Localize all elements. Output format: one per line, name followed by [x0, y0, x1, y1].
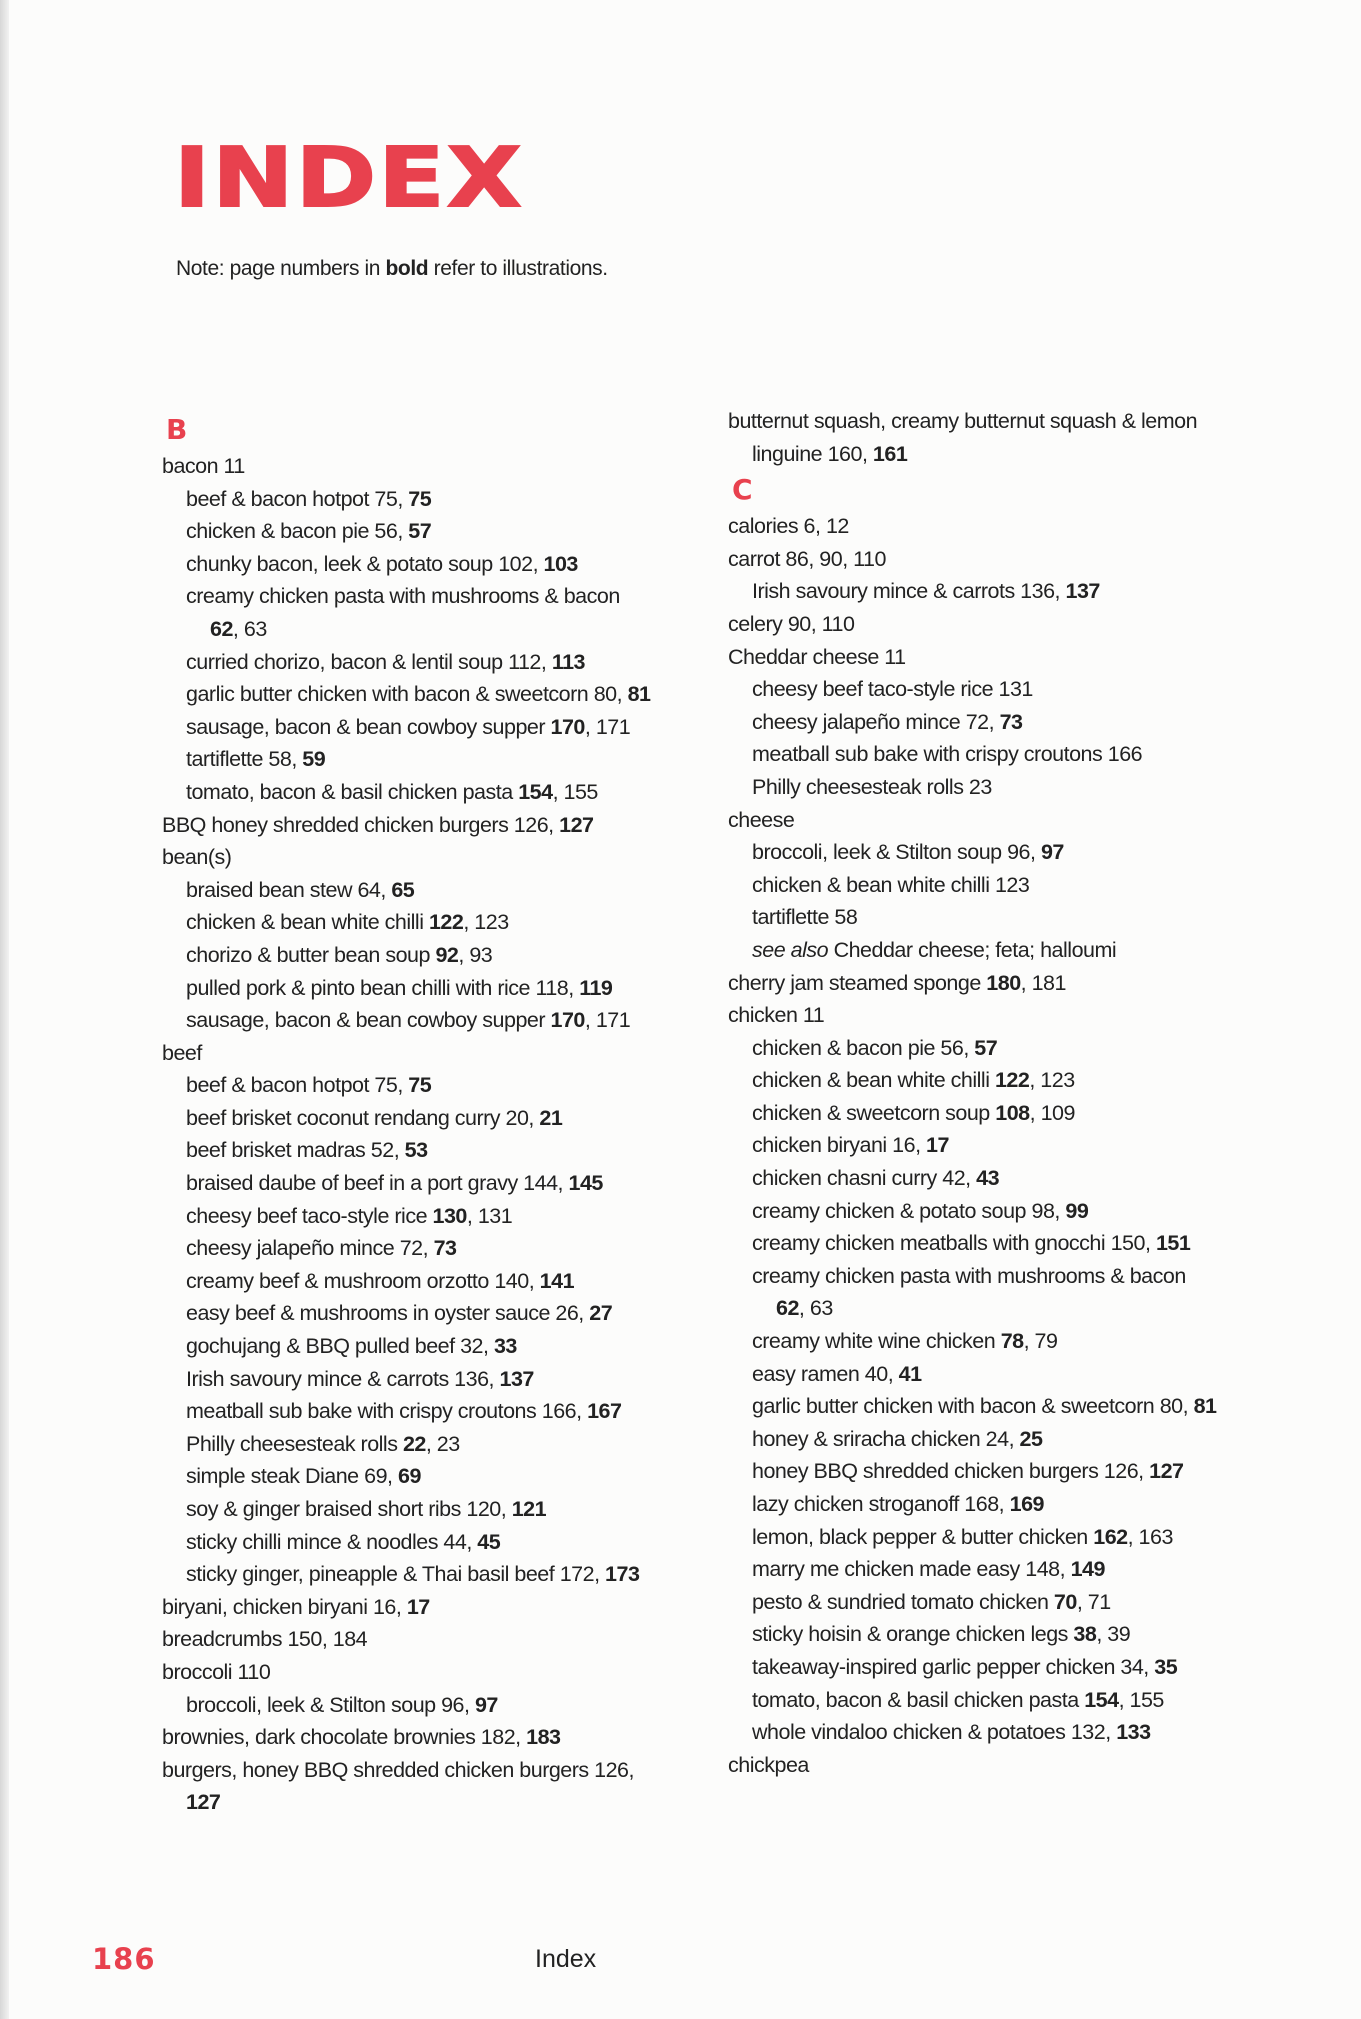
- illustration-page-ref: 180: [986, 970, 1021, 995]
- index-column-left: [162, 410, 722, 1819]
- entry-text: , 63: [798, 1296, 833, 1321]
- entry-text: pulled pork & pinto bean chilli with rice 118,: [186, 975, 580, 1000]
- illustration-page-ref: 38: [1073, 1622, 1097, 1647]
- entry-text: , 155: [552, 779, 598, 804]
- index-subentry: [162, 1004, 722, 1037]
- index-subentry: [728, 1423, 1288, 1456]
- entry-text: gochujang & BBQ pulled beef 32,: [186, 1334, 494, 1359]
- illustration-page-ref: 122: [994, 1068, 1030, 1093]
- illustration-page-ref: 73: [433, 1236, 457, 1261]
- index-subentry: [162, 1232, 722, 1265]
- entry-text: Philly cheesesteak rolls 23: [752, 774, 992, 799]
- entry-text: , 109: [1029, 1100, 1075, 1125]
- entry-text: sausage, bacon & bean cowboy supper: [186, 1008, 551, 1033]
- illustration-page-ref: 43: [976, 1166, 1000, 1191]
- index-subentry: [162, 1167, 722, 1200]
- entry-text: tomato, bacon & basil chicken pasta: [752, 1687, 1085, 1712]
- entry-text: soy & ginger braised short ribs 120,: [186, 1497, 512, 1521]
- entry-text: sticky chilli mince & noodles 44,: [186, 1529, 478, 1554]
- index-subentry: [162, 1493, 722, 1526]
- index-subentry: [728, 1325, 1288, 1358]
- entry-text: sticky ginger, pineapple & Thai basil beef 172,: [186, 1562, 606, 1587]
- entry-text: cheesy jalapeño mince 72,: [186, 1236, 434, 1261]
- index-subentry: [162, 1265, 722, 1298]
- index-subentry: [728, 438, 1288, 471]
- index-subentry: [728, 1390, 1288, 1423]
- illustration-page-ref: 170: [550, 714, 585, 739]
- illustration-page-ref: 59: [302, 747, 326, 772]
- entry-text: takeaway-inspired garlic pepper chicken 34,: [752, 1654, 1155, 1679]
- illustration-page-ref: 183: [526, 1725, 561, 1750]
- index-subentry: [728, 934, 1288, 967]
- entry-text: bacon 11: [162, 454, 245, 478]
- index-subentry: [162, 1395, 722, 1428]
- entry-text: chicken & bacon pie 56,: [186, 519, 409, 544]
- entry-text: Philly cheesesteak rolls: [186, 1431, 403, 1456]
- entry-text: chicken & sweetcorn soup: [752, 1100, 996, 1125]
- illustration-page-ref: 162: [1093, 1524, 1128, 1549]
- entry-text: BBQ honey shredded chicken burgers 126,: [162, 812, 560, 837]
- entry-text: see also: [752, 937, 829, 962]
- index-entry: [728, 608, 1288, 641]
- entry-text: meatball sub bake with crispy croutons 166: [752, 742, 1143, 767]
- illustration-page-ref: 130: [432, 1203, 467, 1228]
- index-subentry: [728, 706, 1288, 739]
- index-entry: [728, 967, 1288, 1000]
- entry-text: lemon, black pepper & butter chicken: [752, 1524, 1094, 1549]
- illustration-page-ref: 108: [995, 1100, 1030, 1125]
- entry-text: , 79: [1023, 1329, 1058, 1354]
- entry-text: cheese: [728, 807, 795, 832]
- illustration-page-ref: 97: [1040, 840, 1064, 865]
- index-subentry: [162, 1363, 722, 1396]
- illustration-page-ref: 103: [543, 551, 578, 576]
- illustration-page-ref: 121: [511, 1497, 547, 1521]
- entry-text: burgers, honey BBQ shredded chicken burgers 126,: [162, 1757, 634, 1782]
- index-subentry: [162, 548, 722, 581]
- entry-text: easy ramen 40,: [752, 1361, 899, 1386]
- entry-text: chickpea: [728, 1752, 809, 1777]
- entry-text: braised bean stew 64,: [186, 877, 392, 902]
- entry-text: creamy white wine chicken: [752, 1329, 1001, 1354]
- index-entry: [162, 1623, 722, 1656]
- entry-text: cheesy beef taco-style rice: [186, 1203, 433, 1228]
- illustration-page-ref: 73: [999, 709, 1023, 734]
- entry-text: tartiflette 58: [752, 905, 858, 930]
- index-subentry: [162, 906, 722, 939]
- index-subentry: [728, 1162, 1288, 1195]
- index-subentry: [162, 483, 722, 516]
- illustration-page-ref: 154: [1084, 1687, 1119, 1712]
- illustration-page-ref: 122: [428, 910, 464, 935]
- index-subentry: [162, 646, 722, 679]
- index-subentry: [162, 972, 722, 1005]
- illustration-page-ref: 22: [402, 1431, 426, 1456]
- illustration-page-ref: 78: [1000, 1329, 1024, 1354]
- index-entry: [162, 809, 722, 842]
- entry-text: , 63: [232, 616, 267, 641]
- index-subentry: [162, 613, 722, 646]
- index-subentry: [728, 1716, 1288, 1749]
- entry-text: Cheddar cheese 11: [728, 644, 906, 669]
- index-section-letter: B: [166, 413, 188, 446]
- index-subentry: [728, 575, 1288, 608]
- index-entry: [728, 804, 1288, 837]
- entry-text: sausage, bacon & bean cowboy supper: [186, 714, 551, 739]
- entry-text: tomato, bacon & basil chicken pasta: [186, 779, 519, 804]
- index-entry: [162, 1656, 722, 1689]
- illustration-page-ref: 113: [551, 649, 586, 674]
- entry-text: beef: [162, 1040, 202, 1065]
- index-entry: [162, 450, 722, 483]
- illustration-page-ref: 75: [408, 1073, 432, 1098]
- entry-text: braised daube of beef in a port gravy 144,: [186, 1171, 569, 1196]
- entry-text: sticky hoisin & orange chicken legs: [752, 1622, 1074, 1647]
- index-note: [176, 257, 608, 281]
- entry-text: simple steak Diane 69,: [186, 1464, 398, 1489]
- index-subentry: [162, 743, 722, 776]
- entry-text: , 123: [463, 910, 509, 935]
- index-subentry: [728, 1618, 1288, 1651]
- index-section-letter: C: [732, 473, 753, 507]
- index-subentry: [728, 771, 1288, 804]
- index-subentry: [162, 1200, 722, 1233]
- index-subentry: [162, 776, 722, 809]
- illustration-page-ref: 75: [408, 486, 432, 511]
- index-subentry: [728, 1032, 1288, 1065]
- illustration-page-ref: 137: [499, 1366, 534, 1391]
- entry-text: creamy chicken & potato soup 98,: [752, 1198, 1066, 1223]
- entry-text: marry me chicken made easy 148,: [752, 1557, 1071, 1582]
- entry-text: , 93: [458, 942, 493, 967]
- illustration-page-ref: 169: [1009, 1492, 1044, 1516]
- index-entry: [728, 1749, 1288, 1782]
- index-subentry: [728, 1129, 1288, 1162]
- entry-text: beef brisket madras 52,: [186, 1138, 405, 1163]
- illustration-page-ref: 97: [474, 1692, 498, 1717]
- entry-text: broccoli, leek & Stilton soup 96,: [752, 840, 1041, 865]
- illustration-page-ref: 62: [776, 1296, 799, 1321]
- illustration-page-ref: 92: [435, 942, 459, 967]
- page-title: INDEX: [174, 131, 524, 226]
- entry-text: cherry jam steamed sponge: [728, 970, 987, 995]
- illustration-page-ref: 173: [605, 1562, 640, 1587]
- entry-text: biryani, chicken biryani 16,: [162, 1594, 407, 1619]
- entry-text: , 23: [425, 1431, 460, 1456]
- note-text-before: Note: page numbers in: [176, 257, 386, 280]
- entry-text: pesto & sundried tomato chicken: [752, 1589, 1054, 1614]
- index-subentry: [162, 1460, 722, 1493]
- page-number: 186: [92, 1942, 156, 1976]
- entry-text: bean(s): [162, 845, 232, 870]
- note-text-after: refer to illustrations.: [428, 257, 608, 280]
- illustration-page-ref: 65: [391, 877, 415, 902]
- illustration-page-ref: 70: [1053, 1589, 1077, 1614]
- entry-text: creamy chicken meatballs with gnocchi 150,: [752, 1231, 1156, 1256]
- entry-text: chunky bacon, leek & potato soup 102,: [186, 551, 544, 576]
- entry-text: chicken 11: [728, 1003, 825, 1028]
- index-subentry: [728, 1521, 1288, 1554]
- page-gutter-shadow: [0, 0, 9, 2019]
- index-subentry: [728, 1260, 1288, 1293]
- illustration-page-ref: 35: [1154, 1654, 1178, 1679]
- index-subentry: [162, 1134, 722, 1167]
- illustration-page-ref: 127: [1149, 1459, 1184, 1484]
- entry-text: cheesy beef taco-style rice 131: [752, 677, 1033, 702]
- index-subentry: [162, 1102, 722, 1135]
- entry-text: celery 90, 110: [728, 611, 855, 636]
- entry-text: honey BBQ shredded chicken burgers 126,: [752, 1459, 1150, 1484]
- entry-text: , 39: [1096, 1622, 1131, 1647]
- illustration-page-ref: 41: [898, 1361, 922, 1386]
- entry-text: brownies, dark chocolate brownies 182,: [162, 1725, 527, 1750]
- index-subentry: [728, 869, 1288, 902]
- illustration-page-ref: 170: [550, 1008, 585, 1033]
- entry-text: chicken & bean white chilli 123: [752, 872, 1030, 897]
- illustration-page-ref: 17: [406, 1594, 430, 1619]
- index-subentry: [728, 1684, 1288, 1717]
- illustration-page-ref: 45: [477, 1529, 501, 1554]
- index-entry: [162, 1754, 722, 1787]
- entry-text: cheesy jalapeño mince 72,: [752, 709, 1000, 734]
- index-subentry: [728, 1064, 1288, 1097]
- illustration-page-ref: 57: [974, 1035, 998, 1060]
- index-subentry: [162, 1558, 722, 1591]
- index-entry: [162, 841, 722, 874]
- entry-text: , 131: [466, 1203, 513, 1228]
- illustration-page-ref: 62: [210, 616, 233, 641]
- index-subentry: [162, 1786, 722, 1819]
- entry-text: garlic butter chicken with bacon & sweetcorn 80,: [186, 682, 628, 707]
- entry-text: curried chorizo, bacon & lentil soup 112,: [186, 649, 552, 674]
- entry-text: beef & bacon hotpot 75,: [186, 486, 409, 511]
- entry-text: garlic butter chicken with bacon & sweetcorn 80,: [752, 1394, 1194, 1419]
- illustration-page-ref: 149: [1070, 1557, 1105, 1582]
- illustration-page-ref: 119: [579, 975, 613, 1000]
- illustration-page-ref: 69: [397, 1464, 421, 1489]
- note-bold-word: bold: [385, 257, 429, 280]
- entry-text: , 171: [584, 714, 631, 739]
- index-subentry: [728, 1651, 1288, 1684]
- entry-text: honey & sriracha chicken 24,: [752, 1426, 1020, 1451]
- entry-text: whole vindaloo chicken & potatoes 132,: [752, 1720, 1117, 1745]
- index-entry: [728, 999, 1288, 1032]
- index-subentry: [162, 1526, 722, 1559]
- index-subentry: [162, 580, 722, 613]
- illustration-page-ref: 151: [1155, 1231, 1191, 1256]
- index-subentry: [728, 1455, 1288, 1488]
- entry-text: carrot 86, 90, 110: [728, 546, 886, 571]
- index-subentry: [728, 1553, 1288, 1586]
- entry-text: chicken & bean white chilli: [186, 910, 429, 935]
- entry-text: butternut squash, creamy butternut squash & lemon: [728, 409, 1198, 433]
- illustration-page-ref: 57: [408, 519, 432, 544]
- index-subentry: [162, 711, 722, 744]
- index-subentry: [162, 1069, 722, 1102]
- running-head: Index: [535, 1945, 597, 1973]
- illustration-page-ref: 127: [559, 812, 594, 837]
- index-subentry: [162, 1330, 722, 1363]
- index-subentry: [162, 1428, 722, 1461]
- entry-text: , 155: [1118, 1687, 1164, 1712]
- entry-text: calories 6, 12: [728, 514, 849, 539]
- entry-text: linguine 160,: [752, 441, 873, 466]
- entry-text: broccoli, leek & Stilton soup 96,: [186, 1692, 475, 1717]
- entry-text: tartiflette 58,: [186, 747, 303, 772]
- illustration-page-ref: 167: [587, 1399, 622, 1424]
- entry-text: Irish savoury mince & carrots 136,: [752, 579, 1066, 604]
- index-subentry: [728, 1488, 1288, 1521]
- illustration-page-ref: 145: [568, 1171, 603, 1196]
- entry-text: creamy chicken pasta with mushrooms & bacon: [752, 1263, 1186, 1288]
- illustration-page-ref: 27: [589, 1301, 613, 1326]
- illustration-page-ref: 33: [493, 1334, 517, 1359]
- entry-text: creamy chicken pasta with mushrooms & bacon: [186, 584, 620, 609]
- index-entry: [728, 641, 1288, 674]
- entry-text: chicken chasni curry 42,: [752, 1166, 977, 1191]
- index-entry: [728, 405, 1288, 438]
- index-entry: [728, 510, 1288, 543]
- entry-text: beef brisket coconut rendang curry 20,: [186, 1105, 540, 1130]
- illustration-page-ref: 17: [926, 1133, 949, 1158]
- entry-text: lazy chicken stroganoff 168,: [752, 1492, 1010, 1516]
- entry-text: broccoli 110: [162, 1659, 271, 1684]
- index-entry: [162, 1591, 722, 1624]
- illustration-page-ref: 137: [1065, 579, 1100, 604]
- illustration-page-ref: 53: [404, 1138, 428, 1163]
- index-subentry: [728, 901, 1288, 934]
- entry-text: , 71: [1076, 1589, 1111, 1614]
- index-subentry: [728, 1358, 1288, 1391]
- index-subentry: [162, 874, 722, 907]
- entry-text: breadcrumbs 150, 184: [162, 1627, 368, 1652]
- illustration-page-ref: 161: [872, 441, 908, 466]
- illustration-page-ref: 127: [186, 1790, 221, 1815]
- index-subentry: [728, 1195, 1288, 1228]
- illustration-page-ref: 141: [539, 1268, 575, 1293]
- index-entry: [162, 1721, 722, 1754]
- entry-text: , 181: [1020, 970, 1066, 995]
- illustration-page-ref: 25: [1019, 1426, 1043, 1451]
- entry-text: , 163: [1127, 1524, 1173, 1549]
- illustration-page-ref: 99: [1065, 1198, 1089, 1223]
- index-subentry: [162, 678, 722, 711]
- index-subentry: [728, 1097, 1288, 1130]
- index-entry: [728, 543, 1288, 576]
- entry-text: chicken & bean white chilli: [752, 1068, 995, 1093]
- illustration-page-ref: 81: [1193, 1394, 1217, 1419]
- entry-text: chicken & bacon pie 56,: [752, 1035, 975, 1060]
- index-subentry: [162, 1689, 722, 1722]
- entry-text: Irish savoury mince & carrots 136,: [186, 1366, 500, 1391]
- index-subentry: [162, 515, 722, 548]
- entry-text: beef & bacon hotpot 75,: [186, 1073, 409, 1098]
- entry-text: chicken biryani 16,: [752, 1133, 927, 1158]
- index-subentry: [162, 939, 722, 972]
- index-subentry: [728, 1227, 1288, 1260]
- entry-text: , 123: [1029, 1068, 1075, 1093]
- entry-text: chorizo & butter bean soup: [186, 942, 436, 967]
- entry-text: Cheddar cheese; feta; halloumi: [828, 937, 1117, 962]
- illustration-page-ref: 154: [518, 779, 553, 804]
- index-column-right: [728, 405, 1288, 1781]
- entry-text: creamy beef & mushroom orzotto 140,: [186, 1268, 540, 1293]
- illustration-page-ref: 133: [1116, 1720, 1151, 1745]
- entry-text: meatball sub bake with crispy croutons 166,: [186, 1399, 588, 1424]
- entry-text: , 171: [584, 1008, 631, 1033]
- index-subentry: [162, 1297, 722, 1330]
- index-subentry: [728, 673, 1288, 706]
- index-entry: [162, 1037, 722, 1070]
- index-subentry: [728, 1292, 1288, 1325]
- illustration-page-ref: 81: [627, 682, 651, 707]
- index-subentry: [728, 836, 1288, 869]
- illustration-page-ref: 21: [539, 1105, 563, 1130]
- index-subentry: [728, 738, 1288, 771]
- index-subentry: [728, 1586, 1288, 1619]
- entry-text: easy beef & mushrooms in oyster sauce 26,: [186, 1301, 590, 1326]
